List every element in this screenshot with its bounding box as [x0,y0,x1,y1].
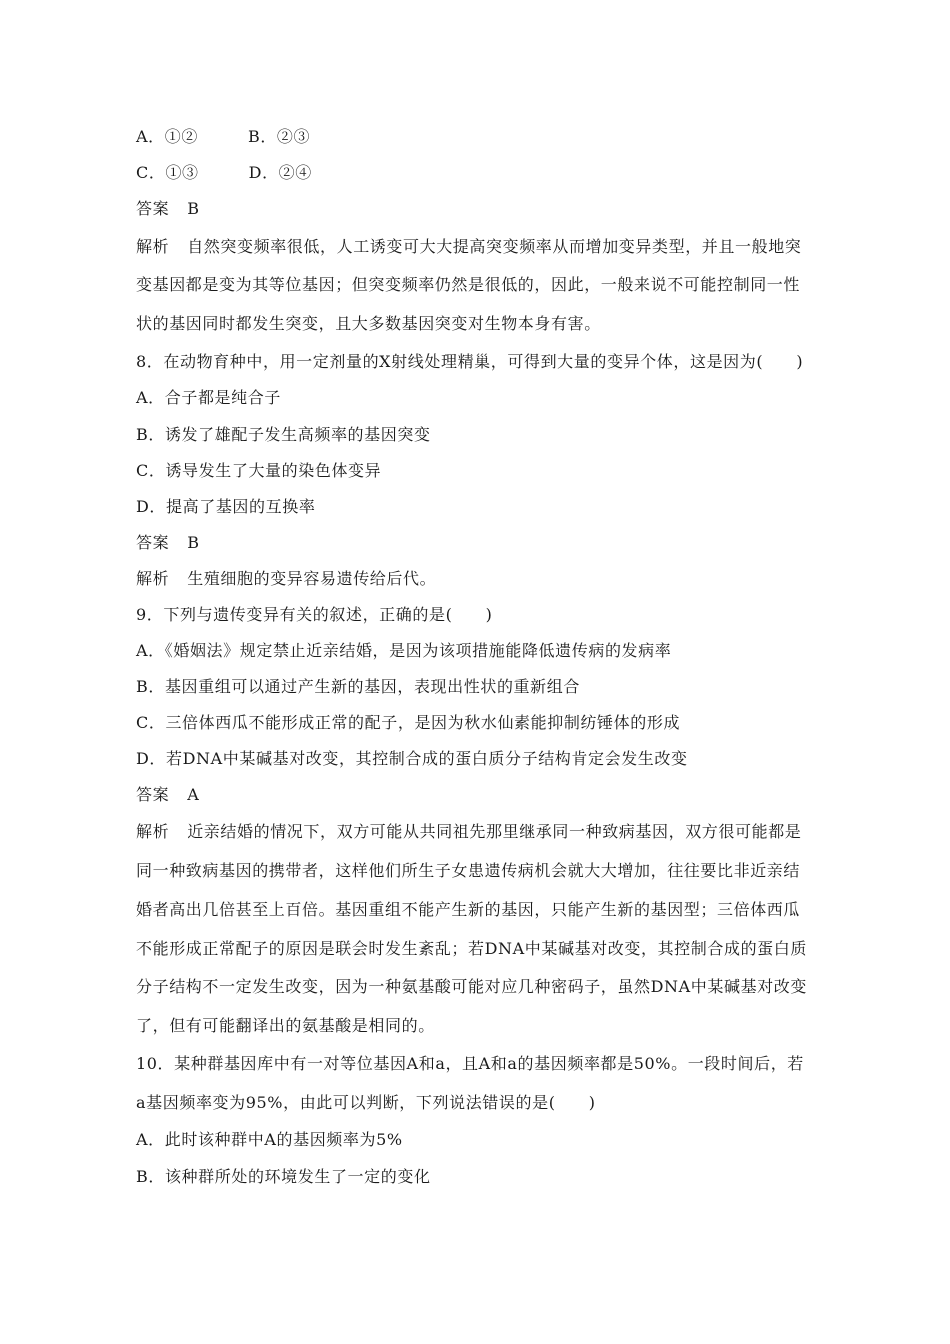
q7-analysis-line-3: 状的基因同时都发生突变，且大多数基因突变对生物本身有害。 [136,314,601,333]
answer-value: B [187,533,200,552]
q8-option-a: A．合子都是纯合子 [136,388,281,407]
q7-analysis-line-2: 变基因都是变为其等位基因；但突变频率仍然是很低的，因此，一般来说不可能控制同一性 [136,275,801,294]
analysis-text: 生殖细胞的变异容易遗传给后代。 [187,569,437,588]
analysis-label: 解析 [136,237,170,256]
analysis-text: 自然突变频率很低，人工诱变可大大提高突变频率从而增加变异类型，并且一般地突 [187,237,802,256]
analysis-label: 解析 [136,569,170,588]
q9-option-d: D．若DNA中某碱基对改变，其控制合成的蛋白质分子结构肯定会发生改变 [136,749,688,768]
answer-label: 答案 [136,199,170,218]
answer-value: A [187,785,200,804]
q9-analysis-line-5: 分子结构不一定发生改变，因为一种氨基酸可能对应几种密码子，虽然DNA中某碱基对改变 [136,977,807,996]
q7-options-row-2 [136,162,312,184]
q9-analysis-line-3: 婚者高出几倍甚至上百倍。基因重组不能产生新的基因，只能产生新的基因型；三倍体西瓜 [136,900,801,919]
q7-analysis-line-1 [136,236,801,258]
q10-stem-line-2: a基因频率变为95%，由此可以判断，下列说法错误的是( ) [136,1093,596,1112]
q10-option-b: B．该种群所处的环境发生了一定的变化 [136,1167,431,1186]
answer-label: 答案 [136,533,170,552]
q8-option-d: D．提高了基因的互换率 [136,497,316,516]
q8-option-c: C．诱导发生了大量的染色体变异 [136,461,382,480]
analysis-label: 解析 [136,822,170,841]
q9-answer [136,784,199,806]
q9-analysis-line-1 [136,821,801,843]
q9-option-a: A．《婚姻法》规定禁止近亲结婚，是因为该项措施能降低遗传病的发病率 [136,641,672,660]
q9-analysis-line-4: 不能形成正常配子的原因是联会时发生紊乱；若DNA中某碱基对改变，其控制合成的蛋白质 [136,939,807,958]
answer-label: 答案 [136,785,170,804]
q9-stem: 9．下列与遗传变异有关的叙述，正确的是( ) [136,605,493,624]
q8-answer [136,532,200,554]
q10-stem-line-1: 10．某种群基因库中有一对等位基因A和a，且A和a的基因频率都是50%。一段时间后，若 [136,1054,804,1073]
q8-stem: 8．在动物育种中，用一定剂量的X射线处理精巢，可得到大量的变异个体，这是因为( ) [136,352,804,371]
analysis-text: 近亲结婚的情况下，双方可能从共同祖先那里继承同一种致病基因，双方很可能都是 [187,822,802,841]
q7-option-b: B．②③ [247,127,311,146]
q8-analysis [136,568,436,590]
q7-options-row-1 [136,126,310,148]
q7-option-d: D．②④ [248,163,312,182]
q8-option-b: B．诱发了雄配子发生高频率的基因突变 [136,425,431,444]
q7-answer [136,198,200,220]
q7-option-c: C．①③ [136,163,199,182]
q9-analysis-line-6: 了，但有可能翻译出的氨基酸是相同的。 [136,1016,435,1035]
q7-option-a: A．①② [136,127,198,146]
q10-option-a: A．此时该种群中A的基因频率为5% [136,1130,403,1149]
q9-analysis-line-2: 同一种致病基因的携带者，这样他们所生子女患遗传病机会就大大增加，往往要比非近亲结 [136,861,801,880]
q9-option-c: C．三倍体西瓜不能形成正常的配子，是因为秋水仙素能抑制纺锤体的形成 [136,713,681,732]
q9-option-b: B．基因重组可以通过产生新的基因，表现出性状的重新组合 [136,677,580,696]
answer-value: B [187,199,200,218]
